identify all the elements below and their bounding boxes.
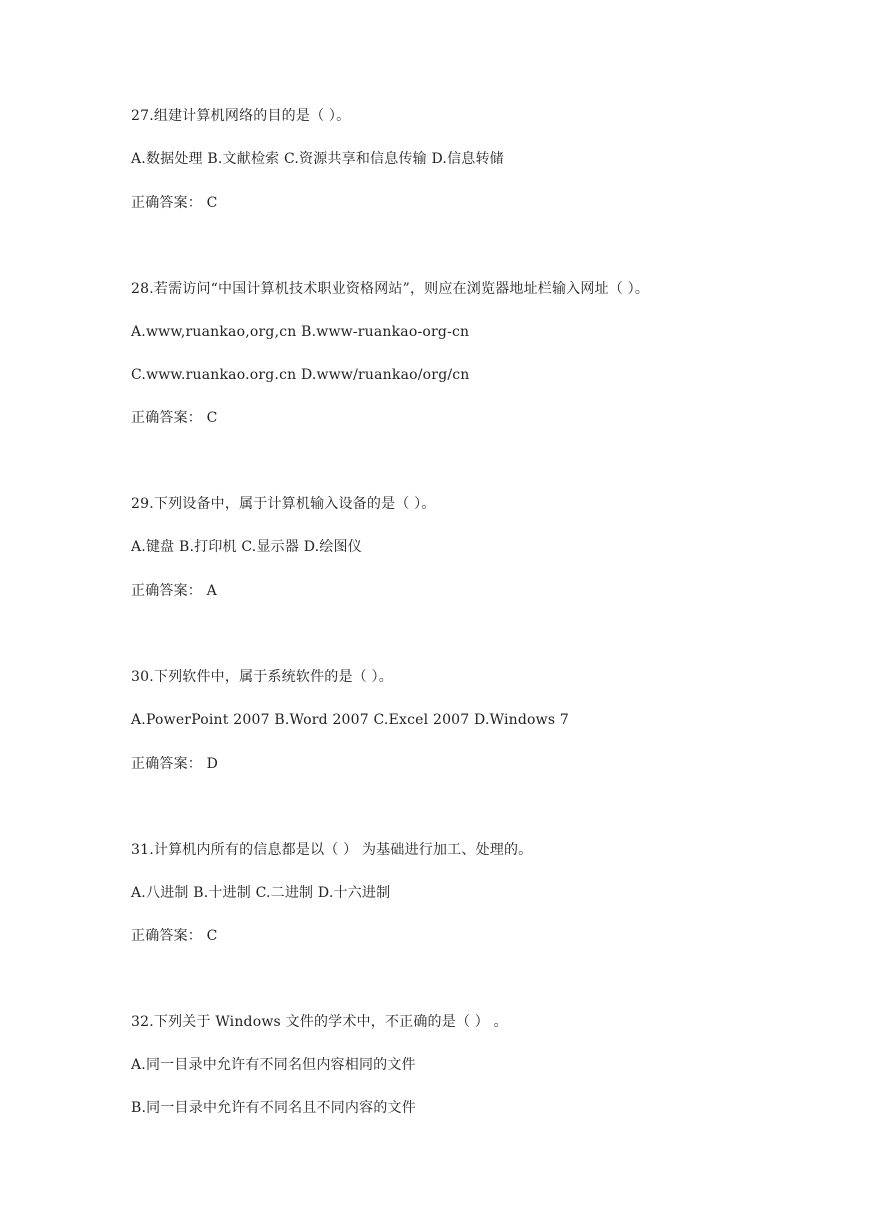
question-29-answer: 正确答案： A (131, 583, 217, 599)
question-28-text: 28.若需访问“中国计算机技术职业资格网站”，则应在浏览器地址栏输入网址（ ）。 (131, 281, 650, 297)
question-30-options: A.PowerPoint 2007 B.Word 2007 C.Excel 2007 D.Windows 7 (131, 712, 569, 728)
question-28-options-line-1: A.www,ruankao,org,cn B.www-ruankao-org-cn (131, 324, 470, 340)
question-31-text: 31.计算机内所有的信息都是以（ ） 为基础进行加工、处理的。 (131, 842, 533, 858)
question-28-answer: 正确答案： C (131, 410, 218, 426)
question-31-options: A.八进制 B.十进制 C.二进制 D.十六进制 (131, 885, 391, 901)
question-32-option-a: A.同一目录中允许有不同名但内容相同的文件 (131, 1057, 416, 1073)
question-30-text: 30.下列软件中，属于系统软件的是（ ）。 (131, 669, 393, 685)
question-27-answer: 正确答案： C (131, 195, 218, 211)
question-27-text: 27.组建计算机网络的目的是（ ）。 (131, 108, 351, 124)
question-27-options: A.数据处理 B.文献检索 C.资源共享和信息传输 D.信息转储 (131, 151, 504, 167)
question-32-option-b: B.同一目录中允许有不同名且不同内容的文件 (131, 1100, 416, 1116)
question-29-options: A.键盘 B.打印机 C.显示器 D.绘图仪 (131, 539, 362, 555)
question-31-answer: 正确答案： C (131, 928, 218, 944)
question-30-answer: 正确答案： D (131, 756, 219, 772)
question-29-text: 29.下列设备中，属于计算机输入设备的是（ ）。 (131, 496, 436, 512)
question-28-options-line-2: C.www.ruankao.org.cn D.www/ruankao/org/cn (131, 367, 470, 383)
question-32-text: 32.下列关于 Windows 文件的学术中，不正确的是（ ） 。 (131, 1014, 508, 1030)
